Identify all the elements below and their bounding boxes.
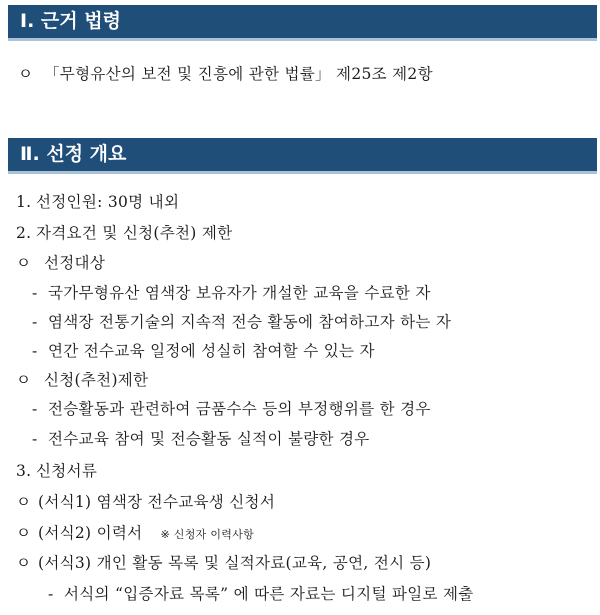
item-marker: - [32, 430, 38, 448]
item-text: (서식2) 이력서 [38, 524, 143, 542]
item-text: (서식1) 염색장 전수교육생 신청서 [38, 493, 276, 511]
list-item [16, 492, 275, 512]
item-marker: ㅇ [16, 254, 32, 272]
item-text: 연간 전수교육 일정에 성실히 참여할 수 있는 자 [48, 342, 375, 360]
resume-note: ※ 신청자 이력사항 [160, 528, 255, 541]
item-marker: - [32, 313, 38, 331]
law-line [18, 64, 433, 84]
item-text: (서식3) 개인 활동 목록 및 실적자료(교육, 공연, 전시 등) [38, 554, 432, 572]
item-text: 염색장 전통기술의 지속적 전승 활동에 참여하고자 하는 자 [48, 313, 452, 331]
list-item [16, 553, 431, 573]
item-text: 신청(추천)제한 [44, 371, 149, 389]
item-text: 자격요건 및 신청(추천) 제한 [36, 224, 233, 242]
item-marker: ㅇ [16, 524, 32, 542]
list-item [16, 370, 148, 390]
item-marker: - [48, 585, 54, 603]
item-marker: - [32, 400, 38, 418]
item-marker: 2. [16, 224, 32, 242]
list-item [32, 399, 431, 419]
item-text: 선정인원: 30명 내외 [36, 193, 180, 211]
item-marker: 1. [16, 193, 32, 211]
item-text: 전수교육 참여 및 전승활동 실적이 불량한 경우 [48, 430, 370, 448]
item-marker: ㅇ [16, 554, 32, 572]
item-text: 서식의 “입증자료 목록” 에 따른 자료는 디지털 파일로 제출 [64, 585, 474, 603]
item-marker: ㅇ [16, 371, 32, 389]
section-title-selection-overview: Ⅱ. 선정 개요 [8, 138, 597, 174]
list-item [16, 223, 232, 243]
list-item [32, 341, 375, 361]
bullet-marker: ㅇ [18, 65, 34, 83]
list-item [16, 253, 105, 273]
section-title-legal-basis: Ⅰ. 근거 법령 [8, 5, 597, 41]
list-item [16, 192, 179, 212]
list-item [16, 523, 254, 545]
item-text: 전승활동과 관련하여 금품수수 등의 부정행위를 한 경우 [48, 400, 431, 418]
list-item [32, 312, 451, 332]
item-text: 선정대상 [44, 254, 106, 272]
item-marker: ㅇ [16, 493, 32, 511]
list-item [16, 461, 97, 481]
list-item [32, 283, 431, 303]
item-text: 국가무형유산 염색장 보유자가 개설한 교육을 수료한 자 [48, 284, 431, 302]
item-marker: 3. [16, 462, 32, 480]
item-marker: - [32, 284, 38, 302]
list-item [48, 584, 474, 604]
item-marker: - [32, 342, 38, 360]
law-text: 「무형유산의 보전 및 진흥에 관한 법률」 제25조 제2항 [44, 65, 433, 83]
list-item [32, 429, 370, 449]
item-text: 신청서류 [36, 462, 98, 480]
